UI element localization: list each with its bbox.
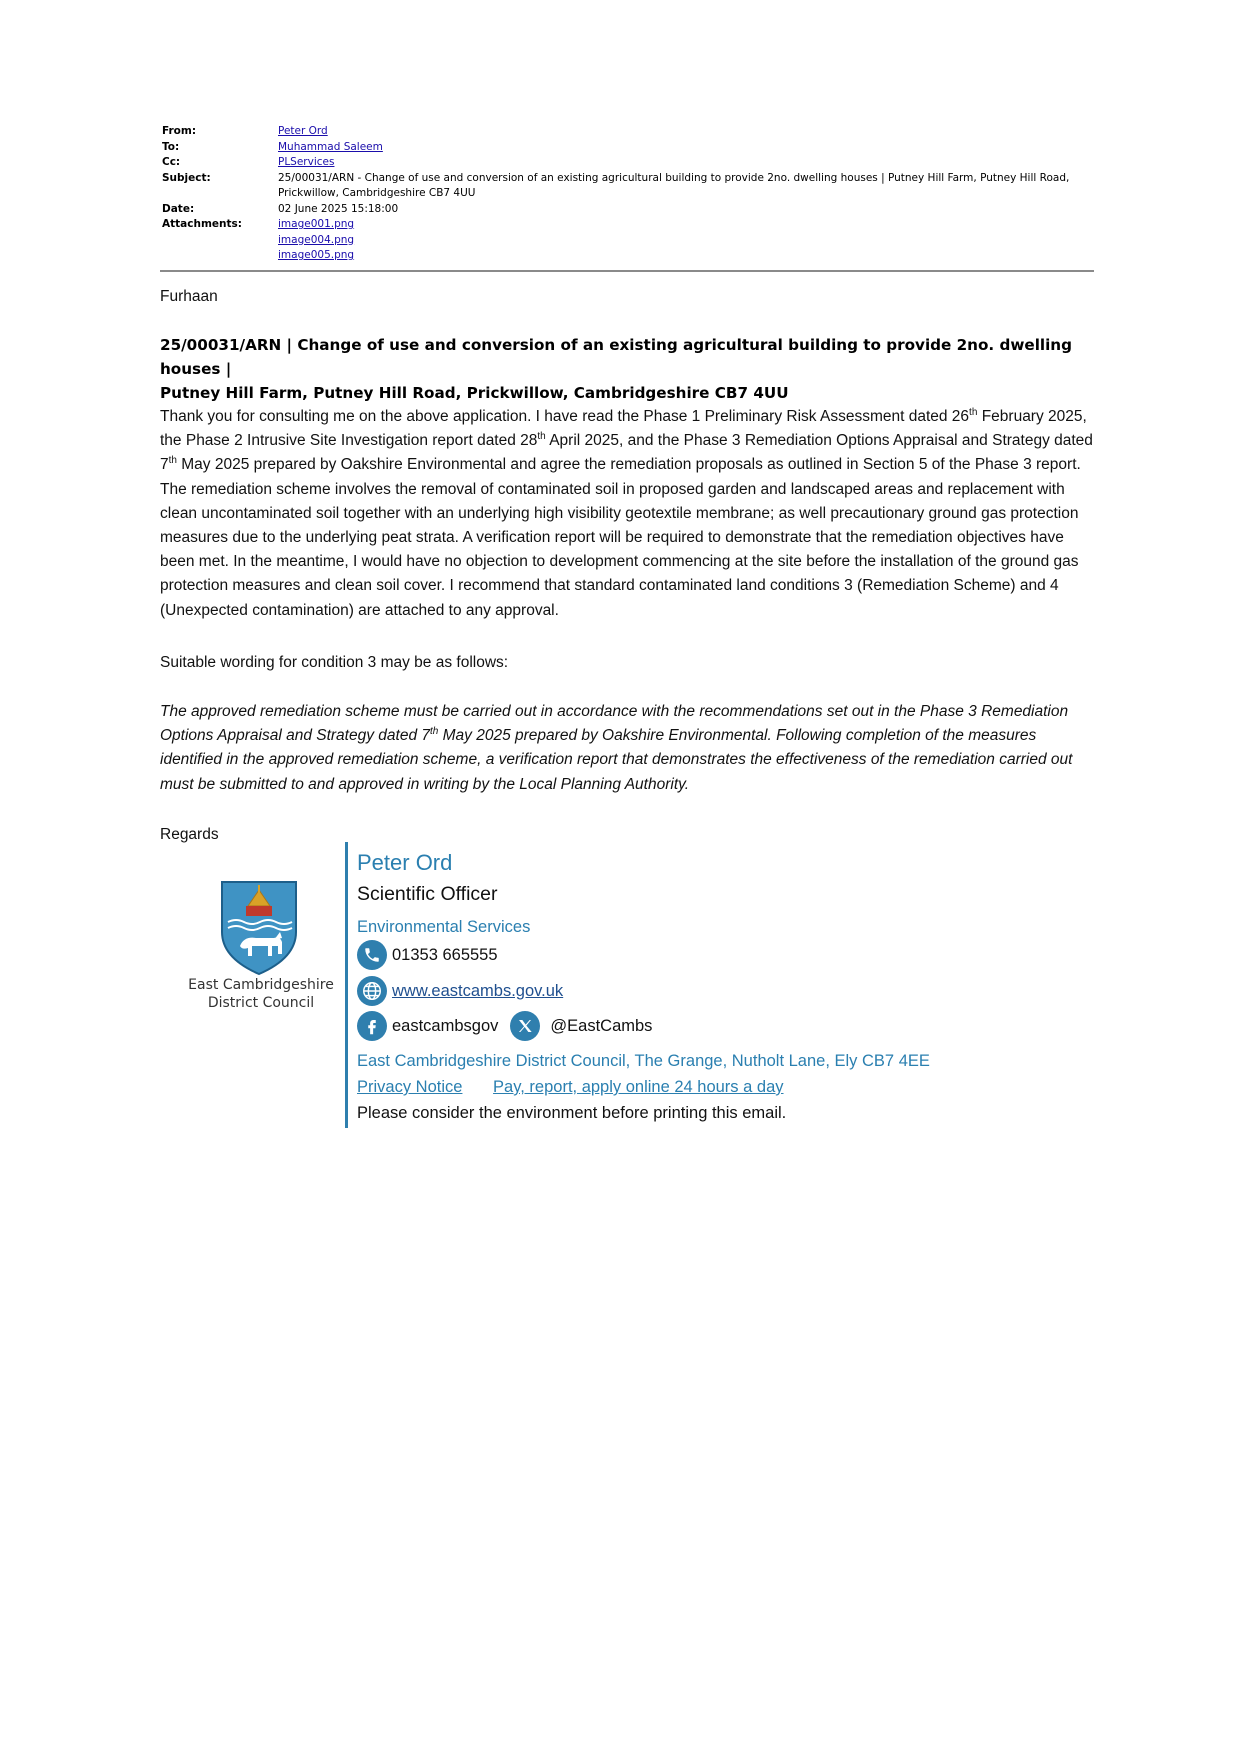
facebook-icon[interactable] — [357, 1011, 387, 1041]
para-text: April 2025, and the Phase 3 Remediation Options Appraisal and Strategy dated 7 — [160, 432, 1093, 474]
phone-number: 01353 665555 — [392, 945, 498, 964]
attachment-link[interactable]: image004.png — [278, 233, 355, 246]
environment-note: Please consider the environment before printing this email. — [357, 1104, 787, 1122]
subject-line-1: 25/00031/ARN - Change of use and conversion of an existing agricultural building to provide 2no. dwelling houses | Putney Hill Farm, Putney Hill Road, — [278, 171, 1070, 184]
signature-name: Peter Ord — [357, 850, 453, 875]
condition-text: May 2025 prepared by Oakshire Environmental. Following completion of the measures identified in the approved remediation scheme, a verification report that demonstrates the effectiveness of the remediation carried out must be submitted to and approved in writing by the Local Planning Authority. — [160, 727, 1073, 793]
attachment-link[interactable]: image001.png — [278, 218, 355, 230]
x-twitter-icon[interactable] — [510, 1011, 540, 1041]
website-link[interactable]: www.eastcambs.gov.uk — [392, 981, 564, 1000]
signature-title: Scientific Officer — [357, 883, 498, 905]
date-row — [162, 202, 1092, 218]
condition-wording — [160, 700, 1095, 797]
ordinal-suffix: th — [537, 431, 546, 443]
subject-line-2: Prickwillow, Cambridgeshire CB7 4UU — [278, 187, 476, 199]
council-logo-line-2: District Council — [207, 995, 315, 1011]
from-row — [162, 124, 1092, 140]
to-row — [162, 140, 1092, 156]
sign-off: Regards — [160, 826, 219, 843]
consultation-paragraph — [160, 405, 1095, 623]
to-label: To: — [162, 140, 180, 153]
subject-label: Subject: — [162, 171, 211, 184]
condition-wording-intro: Suitable wording for condition 3 may be as follows: — [160, 654, 509, 671]
council-logo-line-1: East Cambridgeshire — [188, 977, 334, 993]
cc-row — [162, 155, 1092, 171]
para-text: May 2025 prepared by Oakshire Environmental and agree the remediation proposals as outlined in Section 5 of the Phase 3 report. The remediation scheme involves the removal of contaminated soil in proposed garden and landscaped areas and replacement with clean uncontaminated soil together with an underlying high visibility geotextile membrane; as well precautionary ground gas protection measures due to the underlying peat strata. A verification report will be required to demonstrate that the remediation objectives have been met. In the meantime, I would have no objection to development commencing at the site before the installation of the ground gas protection measures and clean soil cover. I recommend that standard contaminated land conditions 3 (Remediation Scheme) and 4 (Unexpected contamination) are attached to any approval. — [160, 456, 1081, 619]
cc-link[interactable]: PLServices — [278, 156, 335, 168]
facebook-handle: eastcambsgov — [392, 1016, 499, 1035]
signature-social — [357, 1011, 652, 1041]
para-text: February 2025, the Phase 2 Intrusive Site Investigation report dated 28 — [160, 408, 1087, 450]
twitter-handle: @EastCambs — [550, 1016, 653, 1035]
ordinal-suffix: th — [969, 406, 978, 418]
subject-heading-line-1: 25/00031/ARN | Change of use and conversion of an existing agricultural building to provide 2no. dwelling houses | — [160, 336, 1072, 378]
date-label: Date: — [162, 202, 195, 215]
signature-divider — [345, 842, 348, 1128]
attachments-row — [162, 217, 1092, 264]
to-link[interactable]: Muhammad Saleem — [278, 140, 383, 153]
subject-heading — [160, 333, 1095, 405]
email-header — [162, 124, 1092, 264]
from-label: From: — [162, 125, 197, 137]
signature-phone — [357, 940, 498, 970]
date-value: 02 June 2025 15:18:00 — [278, 202, 399, 215]
globe-icon — [357, 976, 387, 1006]
signature-links — [357, 1078, 810, 1097]
ordinal-suffix: th — [430, 726, 439, 738]
para-text: Thank you for consulting me on the above application. I have read the Phase 1 Preliminary Risk Assessment dated 26 — [160, 408, 970, 425]
signature-website — [357, 976, 563, 1006]
privacy-notice-link[interactable]: Privacy Notice — [357, 1078, 463, 1096]
greeting: Furhaan — [160, 288, 218, 305]
pay-report-apply-link[interactable]: Pay, report, apply online 24 hours a day — [493, 1078, 784, 1096]
ordinal-suffix: th — [168, 455, 177, 467]
subject-row — [162, 171, 1092, 202]
subject-heading-line-2: Putney Hill Farm, Putney Hill Road, Prickwillow, Cambridgeshire CB7 4UU — [160, 384, 789, 402]
header-divider — [160, 270, 1094, 272]
council-address: East Cambridgeshire District Council, The Grange, Nutholt Lane, Ely CB7 4EE — [357, 1052, 930, 1070]
phone-icon — [357, 940, 387, 970]
attachments-label: Attachments: — [162, 218, 242, 230]
from-link[interactable]: Peter Ord — [278, 125, 328, 137]
signature-department: Environmental Services — [357, 918, 531, 936]
condition-text: The approved remediation scheme must be carried out in accordance with the recommendations set out in the Phase 3 Remediation Options Appraisal and Strategy dated 7 — [160, 703, 1069, 745]
cc-label: Cc: — [162, 156, 181, 168]
attachment-link[interactable]: image005.png — [278, 249, 355, 261]
council-logo-text — [176, 976, 346, 1012]
